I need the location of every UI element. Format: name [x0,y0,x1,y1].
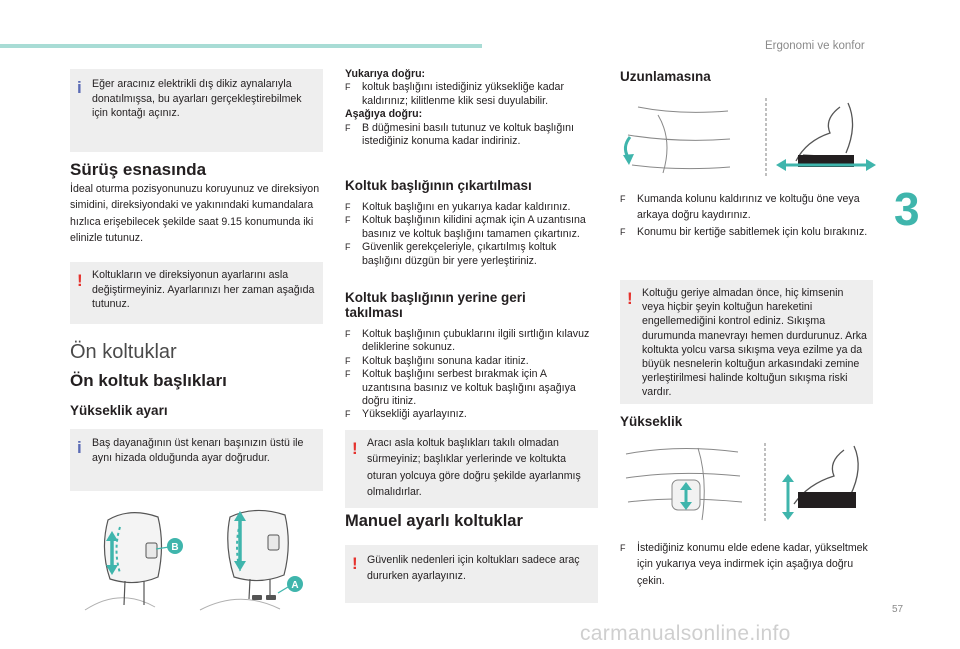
info-box-headrest [70,429,323,491]
list-item: F İstediğiniz konumu elde edene kadar, yükseltmek için yukarıya veya indirmek için aşağıya doğru çekin. [620,542,868,587]
header-accent-bar [0,44,482,48]
chapter-title: Ergonomi ve konfor [765,40,865,52]
list-item: F Yüksekliği ayarlayınız. [345,408,467,421]
bullet-icon: F [345,242,351,253]
warning-box-headrests [345,430,598,508]
list-item: F B düğmesini basılı tutunuz ve koltuk başlığını istediğiniz konuma kadar indiriniz. [345,121,574,148]
info-text: Baş dayanağının üst kenarı başınızın üstü ile aynı hizada olduğunda ayar doğrudur. [92,437,304,464]
headrest-up-down-list [345,68,593,148]
list-item: F Güvenlik gerekçeleriyle, çıkartılmış koltuk başlığını düzgün bir yere yerleştiriniz. [345,241,557,267]
section-title-front-seats: Ön koltuklar [70,341,177,363]
section-title-refit: Koltuk başlığının yerine geri takılması [345,290,526,320]
height-list [620,540,872,589]
headrest-illustration [80,505,312,613]
info-icon: i [77,438,82,457]
bullet-icon: F [620,226,626,237]
remove-list [345,201,597,268]
section-title-height: Yükseklik [620,414,683,429]
length-adjust-illustration [618,95,876,181]
warning-box-manual [345,545,598,603]
bullet-icon: F [345,202,351,212]
warning-text: Güvenlik nedenleri için koltukları sadece araç dururken ayarlayınız. [367,554,580,582]
info-icon: i [77,78,82,97]
bullet-icon: F [345,329,351,339]
list-item: F Koltuk başlığını serbest bırakmak için A uzantısına basınız ve koltuk başlığını aşağıya doğru itiniz. [345,368,576,408]
warning-icon: ! [352,554,358,573]
list-item: F Koltuk başlığını en yukarıya kadar kaldırınız. [345,201,571,213]
bullet-icon: F [620,194,626,204]
warning-box-settings [70,262,323,324]
bullet-icon: F [620,543,626,553]
subsection-title-height: Yükseklik ayarı [70,403,168,418]
bullet-icon: F [345,369,351,380]
warning-text: Koltukların ve direksiyonun ayarlarını asla değiştirmeyiniz. Ayarlarınızı her zaman aşağıda tutunuz. [92,269,315,311]
bullet-icon: F [345,82,351,93]
bullet-icon: F [345,355,351,366]
info-text: Eğer aracınız elektrikli dış dikiz aynalarıyla donatılmışsa, bu ayarları gerçekleştirebilmek için kontağı açınız. [92,78,302,120]
section-title-manual: Manuel ayarlı koltuklar [345,512,523,530]
bullet-icon: F [345,409,351,420]
section-title-headrests: Ön koltuk başlıkları [70,371,227,390]
label-b: B [171,542,179,553]
warning-text: Aracı asla koltuk başlıkları takılı olmadan sürmeyiniz; başlıklar yerlerinde ve koltukta oturan yolcuya göre doğru şekilde ayarlanmış olmalıdırlar. [367,437,581,499]
length-list [620,191,872,240]
warning-text: Koltuğu geriye almadan önce, hiç kimsenin veya hiçbir şeyin koltuğun hareketini engellemediğini kontrol ediniz. Sıkışma durumunda manevrayı hemen durdurunuz. Arka koltukta yolcu varsa sıkışma veya ezilme ya da büyük nesnelerin koltuğun arkasındaki zemine yerleştirilmesi halinde koltuğun sıkışma riski vardır. [642,287,867,399]
warning-icon: ! [352,439,358,458]
list-item: F Konumu bir kertiğe sabitlemek için kolu bırakınız. [620,224,872,240]
list-item: F koltuk başlığını istediğiniz yüksekliğe kadar kaldırınız; kilitlenme klik sesi duyulabilir. [345,81,564,107]
info-box-mirrors [70,69,323,152]
list-item: F Koltuk başlığını sonuna kadar itiniz. [345,354,529,367]
height-adjust-illustration [618,440,876,526]
label-a: A [291,580,299,591]
section-title-driving: Sürüş esnasında [70,160,207,179]
driving-text: İdeal oturma pozisyonunuzu koruyunuz ve direksiyon simidini, direksiyondaki ve yakınındaki kumandalara hızlıca erişebilecek şekilde saat 9.15 konumunda iki elinizle tutunuz. [70,183,320,245]
up-label: Yukarıya doğru: [345,68,426,80]
bullet-icon: F [345,122,351,133]
refit-list [345,328,595,422]
list-item: F Koltuk başlığının çubuklarını ilgili sırtlığın kılavuz deliklerine sokunuz. [345,328,590,354]
page-number: 57 [892,604,904,615]
chapter-number: 3 [894,183,920,235]
warning-icon: ! [627,289,633,308]
warning-icon: ! [77,271,83,290]
list-item: F Koltuk başlığının kilidini açmak için A uzantısına basınız ve koltuk başlığını tamamen çıkartınız. [345,214,586,240]
list-item: F Kumanda kolunu kaldırınız ve koltuğu öne veya arkaya doğru kaydırınız. [620,193,860,222]
bullet-icon: F [345,215,351,226]
warning-box-rearward [620,280,873,404]
section-title-length: Uzunlamasına [620,69,711,84]
section-title-remove: Koltuk başlığının çıkartılması [345,178,532,193]
down-label: Aşağıya doğru: [345,108,423,121]
watermark: carmanualsonline.info [580,622,791,645]
